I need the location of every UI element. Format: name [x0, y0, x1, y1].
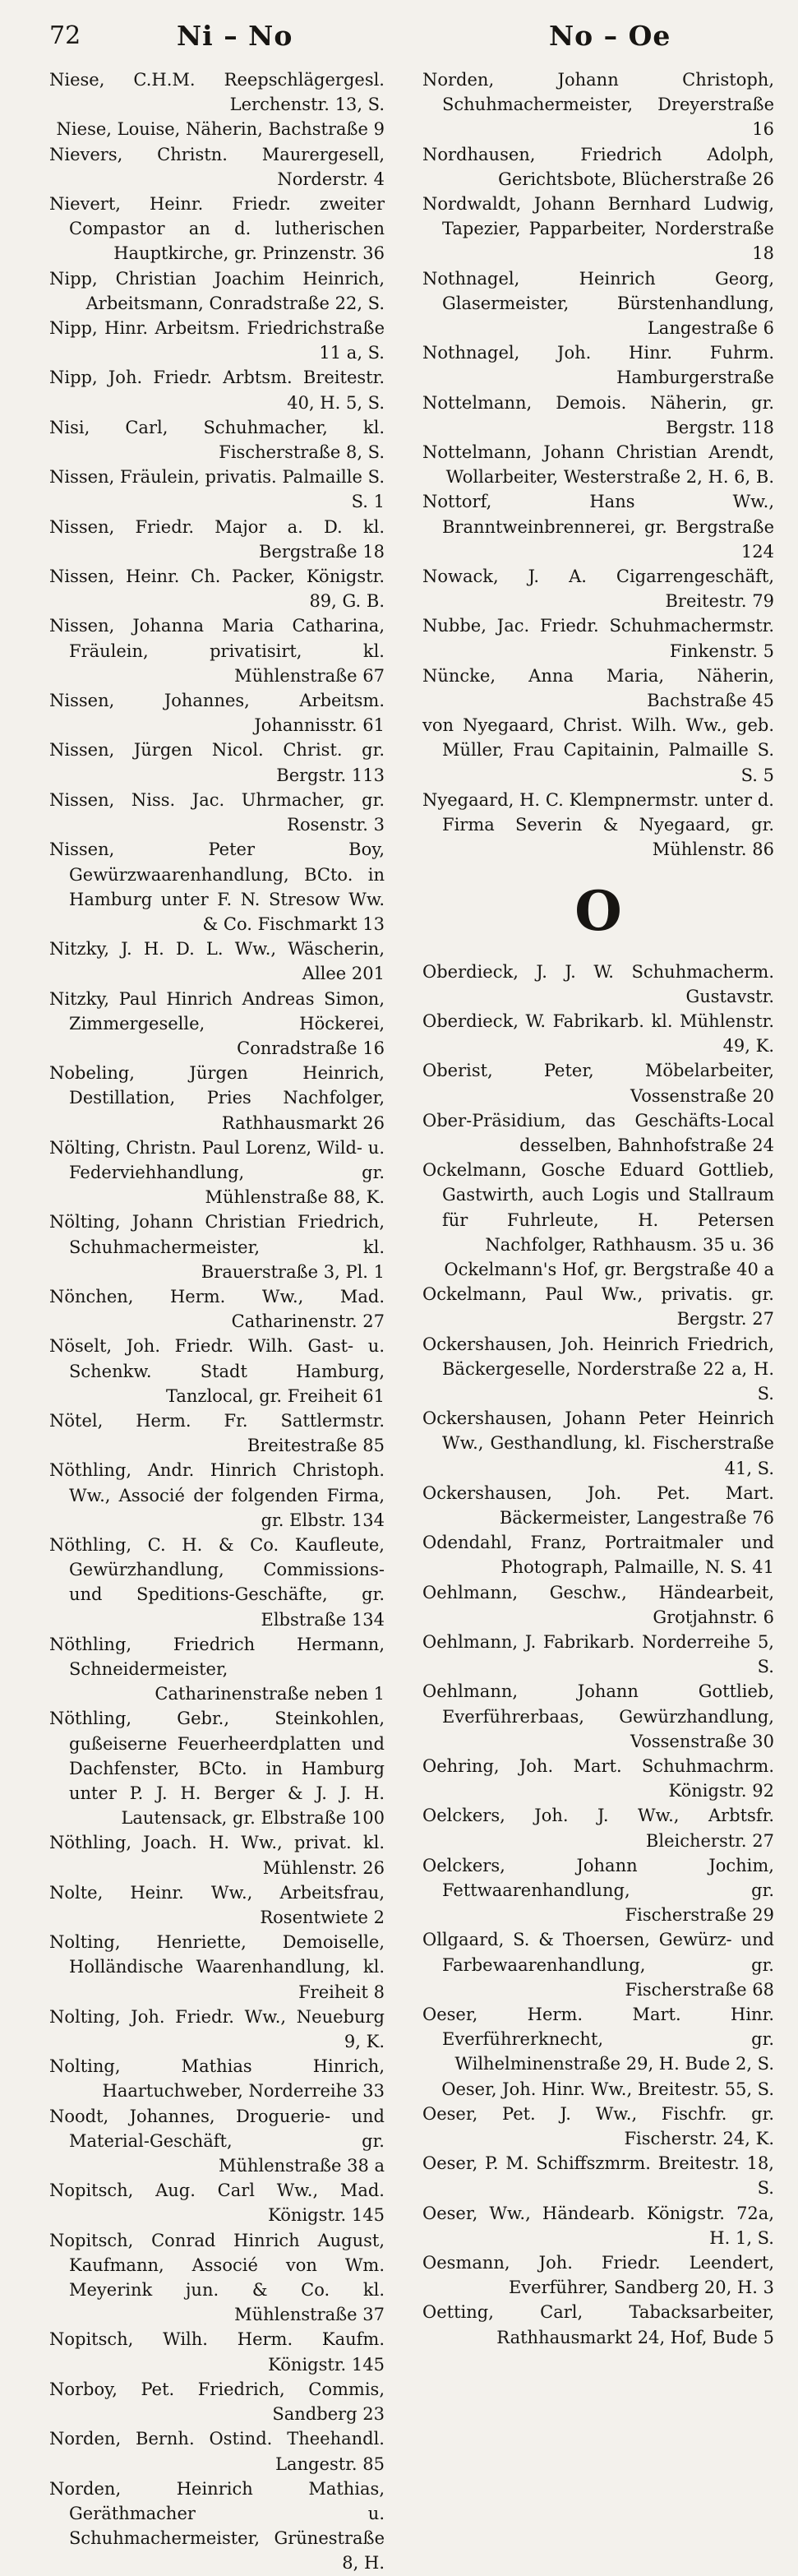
directory-entry: Odendahl, Franz, Portraitmaler und Photograph, Palmaille, N. S. 41	[422, 1533, 774, 1578]
directory-entry: Oberist, Peter, Möbelarbeiter, Vossenstraße 20	[422, 1061, 774, 1106]
directory-entry: Nissen, Johanna Maria Catharina, Fräulein, privatisirt, kl. Mühlenstraße 67	[49, 616, 385, 686]
directory-entry: Oehring, Joh. Mart. Schuhmachrm. Königstr. 92	[422, 1756, 774, 1801]
directory-entry: Oelckers, Johann Jochim, Fettwaarenhandlung, gr. Fischerstraße 29	[422, 1855, 774, 1926]
directory-entry: Nöselt, Joh. Friedr. Wilh. Gast- u. Schenkw. Stadt Hamburg, Tanzlocal, gr. Freiheit 61	[49, 1336, 385, 1406]
directory-entry: Norden, Bernh. Ostind. Theehandl. Langestr. 85	[49, 2429, 385, 2474]
directory-entry: Ollgaard, S. & Thoersen, Gewürz- und Farbewaarenhandlung, gr. Fischerstraße 68	[422, 1930, 774, 2000]
directory-entry: Oeser, Pet. J. Ww., Fischfr. gr. Fischerstr. 24, K.	[422, 2103, 774, 2149]
directory-entry: Nolting, Joh. Friedr. Ww., Neueburg 9, K.	[49, 2006, 385, 2052]
directory-entry: Ockershausen, Joh. Pet. Mart. Bäckermeister, Langestraße 76	[422, 1482, 774, 1528]
directory-entry: Nölting, Christn. Paul Lorenz, Wild- u. Federviehhandlung, gr. Mühlenstraße 88, K.	[49, 1137, 385, 1208]
directory-entry: Nothnagel, Joh. Hinr. Fuhrm. Hamburgerstraße	[422, 343, 774, 388]
directory-entry: Oehlmann, Johann Gottlieb, Everführerbaas, Gewürzhandlung, Vossenstraße 30	[422, 1681, 774, 1751]
directory-entry: Nobeling, Jürgen Heinrich, Destillation, Pries Nachfolger, Rathhausmarkt 26	[49, 1063, 385, 1133]
directory-entry: Oesmann, Joh. Friedr. Leendert, Everführer, Sandberg 20, H. 3	[422, 2253, 774, 2298]
directory-entry: Norboy, Pet. Friedrich, Commis, Sandberg 23	[49, 2379, 385, 2425]
directory-entry: Nordhausen, Friedrich Adolph, Gerichtsbote, Blücherstraße 26	[422, 144, 774, 189]
left-running-head: Ni – No	[177, 20, 293, 52]
right-column	[422, 67, 774, 2350]
directory-entry: Oetting, Carl, Tabacksarbeiter, Rathhausmarkt 24, Hof, Bude 5	[422, 2302, 774, 2347]
directory-entry: Nolting, Mathias Hinrich, Haartuchweber, Norderreihe 33	[49, 2056, 385, 2102]
directory-entry: Oehlmann, Geschw., Händearbeit, Grotjahnstr. 6	[422, 1582, 774, 1627]
directory-entry: Oberdieck, W. Fabrikarb. kl. Mühlenstr. 49, K.	[422, 1011, 774, 1057]
directory-entry: Oeser, Joh. Hinr. Ww., Breitestr. 55, S.	[441, 2079, 774, 2099]
directory-entry: Nölting, Johann Christian Friedrich, Schuhmachermeister, kl. Brauerstraße 3, Pl. 1	[49, 1212, 385, 1282]
directory-entry: Norden, Johann Christoph, Schuhmachermeister, Dreyerstraße 16	[422, 70, 774, 140]
directory-entry: Nissen, Heinr. Ch. Packer, Königstr. 89, G. B.	[49, 567, 385, 612]
directory-entry: Ockershausen, Johann Peter Heinrich Ww., Gesthandlung, kl. Fischerstraße 41, S.	[422, 1408, 774, 1478]
directory-entry: Nopitsch, Wilh. Herm. Kaufm. Königstr. 145	[49, 2329, 385, 2375]
left-column	[49, 67, 385, 2576]
directory-entry: Oelckers, Joh. J. Ww., Arbtsfr. Bleicherstr. 27	[422, 1806, 774, 1851]
directory-entry: Ockelmann, Paul Ww., privatis. gr. Bergstr. 27	[422, 1284, 774, 1330]
directory-entry: Nipp, Hinr. Arbeitsm. Friedrichstraße 11 a, S.	[49, 318, 385, 363]
directory-entry: Nopitsch, Conrad Hinrich August, Kaufmann, Associé von Wm. Meyerink jun. & Co. kl. Mühlenstraße 37	[49, 2230, 385, 2325]
directory-entry: Nitzky, Paul Hinrich Andreas Simon, Zimmergeselle, Höckerei, Conradstraße 16	[49, 988, 385, 1058]
directory-entry: Ober-Präsidium, das Geschäfts-Local desselben, Bahnhofstraße 24	[422, 1110, 774, 1155]
right-column-top	[422, 67, 774, 863]
directory-entry: Niese, Louise, Näherin, Bachstraße 9	[56, 119, 385, 140]
directory-entry: Nievert, Heinr. Friedr. zweiter Compastor an d. lutherischen Hauptkirche, gr. Prinzenstr. 36	[49, 194, 385, 264]
directory-entry: Nöthling, Joach. H. Ww., privat. kl. Mühlenstr. 26	[49, 1833, 385, 1878]
directory-entry: Nothnagel, Heinrich Georg, Glasermeister, Bürstenhandlung, Langestraße 6	[422, 268, 774, 339]
directory-entry: Nissen, Peter Boy, Gewürzwaarenhandlung, BCto. in Hamburg unter F. N. Stresow Ww. & Co. Fischmarkt 13	[49, 839, 385, 934]
directory-entry: Nissen, Fräulein, privatis. Palmaille S. S. 1	[49, 467, 385, 512]
section-letter: O	[574, 878, 622, 943]
directory-entry: Ockelmann's Hof, gr. Bergstraße 40 a	[444, 1259, 774, 1279]
directory-entry: Oeser, Ww., Händearb. Königstr. 72a, H. 1, S.	[422, 2203, 774, 2248]
directory-entry: Oehlmann, J. Fabrikarb. Norderreihe 5, S.	[422, 1631, 774, 1677]
directory-entry: Oeser, Herm. Mart. Hinr. Everführerknecht, gr. Wilhelminenstraße 29, H. Bude 2, S.	[422, 2005, 774, 2074]
directory-entry: Nottelmann, Johann Christian Arendt, Wollarbeiter, Westerstraße 2, H. 6, B.	[422, 442, 774, 488]
directory-entry: Nöthling, Andr. Hinrich Christoph. Ww., Associé der folgenden Firma, gr. Elbstr. 134	[49, 1460, 385, 1530]
right-running-head: No – Oe	[549, 20, 671, 52]
directory-entry: Norden, Heinrich Mathias, Geräthmacher u. Schuhmachermeister, Grünestraße 8, H.	[49, 2478, 385, 2574]
directory-entry: Noodt, Johannes, Droguerie- und Material-Geschäft, gr. Mühlenstraße 38 a	[49, 2106, 385, 2176]
page-header	[0, 16, 798, 58]
directory-entry: Ockershausen, Joh. Heinrich Friedrich, Bäckergeselle, Norderstraße 22 a, H. S.	[422, 1334, 774, 1404]
directory-entry: Nubbe, Jac. Friedr. Schuhmachermstr. Finkenstr. 5	[422, 616, 774, 661]
directory-entry: Nöthling, C. H. & Co. Kaufleute, Gewürzhandlung, Commissions- und Speditions-Geschäfte, gr. Elbstraße 134	[49, 1534, 385, 1630]
directory-entry: von Nyegaard, Christ. Wilh. Ww., geb. Müller, Frau Capitainin, Palmaille S. S. 5	[422, 715, 774, 785]
directory-entry: Nottelmann, Demois. Näherin, gr. Bergstr. 118	[422, 392, 774, 437]
directory-entry: Nottorf, Hans Ww., Branntweinbrennerei, gr. Bergstraße 124	[422, 492, 774, 562]
directory-entry: Nöthling, Gebr., Steinkohlen, gußeiserne Feuerheerdplatten und Dachfenster, BCto. in Hamburg unter P. J. H. Berger & J. J. H. Lautensack, gr. Elbstraße 100	[49, 1709, 385, 1829]
directory-entry: Oberdieck, J. J. W. Schuhmacherm. Gustavstr.	[422, 961, 774, 1006]
directory-entry: Nissen, Friedr. Major a. D. kl. Bergstraße 18	[49, 516, 385, 562]
directory-entry: Nievers, Christn. Maurergesell, Norderstr. 4	[49, 144, 385, 189]
directory-entry: Nyegaard, H. C. Klempnermstr. unter d. Firma Severin & Nyegaard, gr. Mühlenstr. 86	[422, 789, 774, 860]
directory-entry: Nöthling, Friedrich Hermann, Schneidermeister, Catharinenstraße neben 1	[49, 1634, 385, 1704]
directory-entry: Nissen, Jürgen Nicol. Christ. gr. Bergstr. 113	[49, 740, 385, 785]
directory-entry: Nordwaldt, Johann Bernhard Ludwig, Tapezier, Papparbeiter, Norderstraße 18	[422, 194, 774, 264]
directory-entry: Nissen, Niss. Jac. Uhrmacher, gr. Rosenstr. 3	[49, 789, 385, 835]
directory-entry: Oeser, P. M. Schiffszmrm. Breitestr. 18, S.	[422, 2153, 774, 2199]
directory-entry: Nitzky, J. H. D. L. Ww., Wäscherin, Allee 201	[49, 939, 385, 984]
directory-entry: Nötel, Herm. Fr. Sattlermstr. Breitestraße 85	[49, 1410, 385, 1456]
directory-entry: Nopitsch, Aug. Carl Ww., Mad. Königstr. 145	[49, 2181, 385, 2226]
directory-entry: Nissen, Johannes, Arbeitsm. Johannisstr. 61	[49, 691, 385, 736]
directory-entry: Nisi, Carl, Schuhmacher, kl. Fischerstraße 8, S.	[49, 417, 385, 463]
directory-entry: Nüncke, Anna Maria, Näherin, Bachstraße 45	[422, 665, 774, 711]
right-column-bottom	[422, 960, 774, 2350]
directory-entry: Nipp, Joh. Friedr. Arbtsm. Breitestr. 40, H. 5, S.	[49, 368, 385, 413]
directory-entry: Nowack, J. A. Cigarrengeschäft, Breitestr. 79	[422, 567, 774, 612]
directory-entry: Nipp, Christian Joachim Heinrich, Arbeitsmann, Conradstraße 22, S.	[49, 268, 385, 313]
directory-entry: Ockelmann, Gosche Eduard Gottlieb, Gastwirth, auch Logis und Stallraum für Fuhrleute, H. Petersen Nachfolger, Rathhausm. 35 u. 36	[422, 1160, 774, 1255]
directory-entry: Nolte, Heinr. Ww., Arbeitsfrau, Rosentwiete 2	[49, 1882, 385, 1928]
directory-entry: Niese, C.H.M. Reepschlägergesl. Lerchenstr. 13, S.	[49, 70, 385, 115]
page-number: 72	[49, 21, 81, 50]
directory-entry: Nönchen, Herm. Ww., Mad. Catharinenstr. 27	[49, 1286, 385, 1332]
directory-entry: Nolting, Henriette, Demoiselle, Holländische Waarenhandlung, kl. Freiheit 8	[49, 1932, 385, 2002]
